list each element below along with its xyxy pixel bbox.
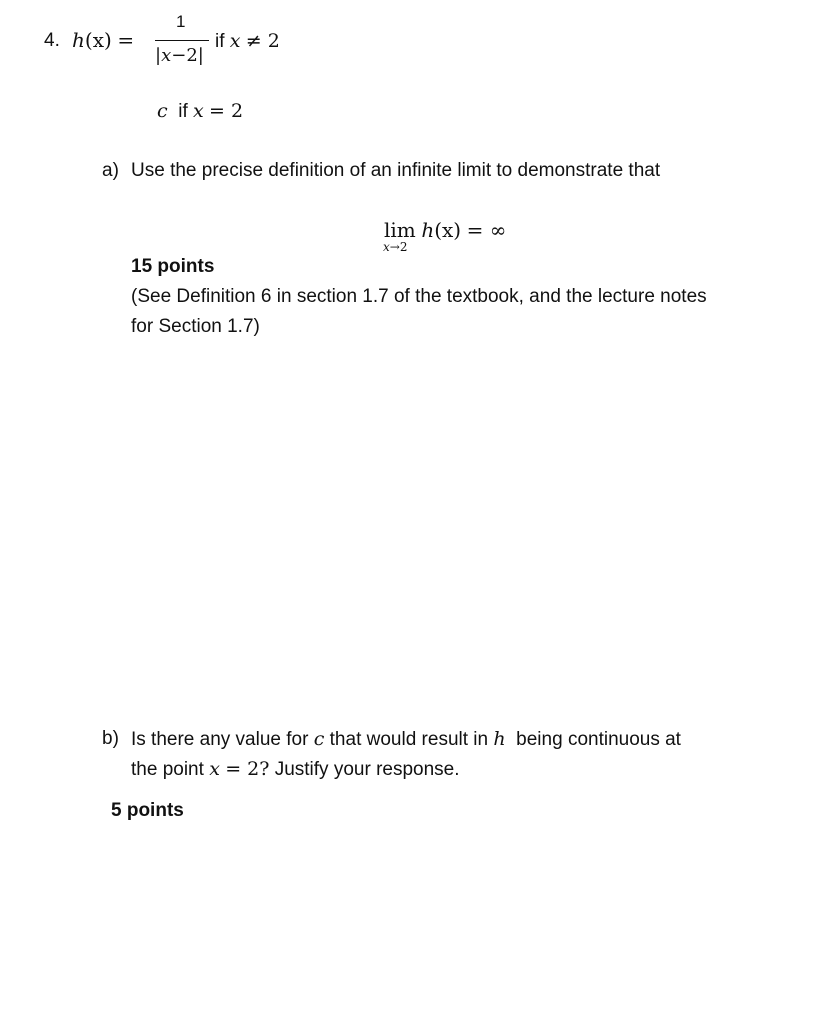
function-lhs [72, 28, 134, 53]
part-a-points: 15 points [131, 256, 215, 277]
equals-sign: = [117, 28, 135, 52]
part-a-prompt: Use the precise definition of an infinite limit to demonstrate that [131, 160, 661, 181]
part-a-note-line2: for Section 1.7) [131, 316, 260, 337]
limit-subscript: x→2 [383, 240, 408, 254]
case2-line: c if x = 2 [157, 100, 244, 122]
fraction-numerator: 1 [176, 12, 186, 31]
fraction-denominator: |x−2| [155, 45, 204, 66]
limit-expression: lim h(x) = ∞ [384, 218, 507, 242]
part-a-note-line1: (See Definition 6 in section 1.7 of the textbook, and the lecture notes [131, 286, 707, 307]
case1-condition: if x ≠ 2 [215, 30, 280, 52]
fraction-bar [155, 40, 209, 41]
function-arg: (x) [84, 28, 112, 52]
part-b-points: 5 points [111, 800, 184, 821]
part-a-label: a) [102, 160, 119, 181]
limit-operator: lim [384, 218, 416, 242]
part-b-label: b) [102, 728, 119, 749]
part-b-question-line1: Is there any value for c that would result in h being continuous at [131, 728, 681, 750]
function-name: h [72, 28, 85, 52]
part-b-question-line2: the point x = 2? Justify your response. [131, 758, 460, 780]
problem-number: 4. [44, 30, 60, 51]
